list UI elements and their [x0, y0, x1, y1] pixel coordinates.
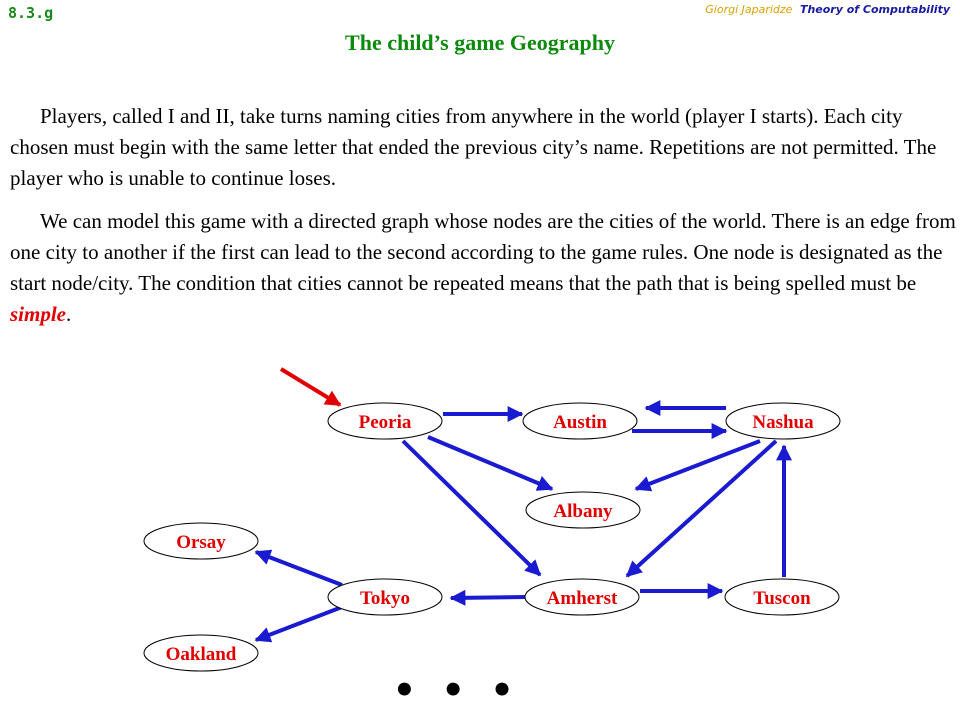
start-arrow [281, 369, 340, 405]
node-amherst-label: Amherst [546, 588, 618, 609]
node-austin [523, 403, 637, 439]
edge-nashua-amherst [627, 441, 776, 576]
node-albany-label: Albany [553, 501, 613, 522]
node-orsay [144, 523, 258, 559]
node-peoria-label: Peoria [358, 412, 412, 433]
node-peoria [328, 403, 442, 439]
node-amherst [525, 579, 639, 615]
emphasis-simple: simple [10, 302, 66, 326]
edge-nashua-albany [636, 441, 760, 489]
paragraph-model-end: . [66, 302, 72, 326]
paragraph-model-text: We can model this game with a directed graph whose nodes are the cities of the world. There is an edge from one city to another if the first can lead to the second according to the game rules. One node is designated as the start node/city. The condition that cities cannot be repeated means that the path that is being spelled must be [10, 209, 956, 295]
node-tokyo [328, 579, 442, 615]
node-nashua-label: Nashua [752, 412, 814, 433]
author-name: Giorgi Japaridze [705, 3, 793, 16]
edge-amherst-tokyo [451, 597, 526, 598]
paragraph-rules: Players, called I and II, take turns naming cities from anywhere in the world (player I starts). Each city chosen must begin with the same letter that ended the previous city’s name. Repetitions are not permitted. The player who is unable to continue loses. [10, 104, 937, 190]
edge-tokyo-oakland [256, 607, 342, 640]
nodes-layer [144, 403, 840, 671]
slide-title: The child’s game Geography [345, 30, 615, 55]
slide-number: 8.3.g [8, 4, 54, 22]
edge-peoria-amherst [403, 441, 540, 575]
node-orsay-label: Orsay [176, 532, 226, 553]
node-tuscon-label: Tuscon [753, 588, 811, 609]
node-oakland [144, 635, 258, 671]
course-name: Theory of Computability [799, 3, 950, 16]
node-tokyo-label: Tokyo [360, 588, 410, 609]
ellipsis: • • • [396, 663, 521, 716]
node-tuscon [725, 579, 839, 615]
node-nashua [726, 403, 840, 439]
node-albany [526, 492, 640, 528]
node-oakland-label: Oakland [165, 644, 237, 665]
node-austin-label: Austin [553, 412, 607, 433]
edge-tokyo-orsay [256, 552, 342, 585]
